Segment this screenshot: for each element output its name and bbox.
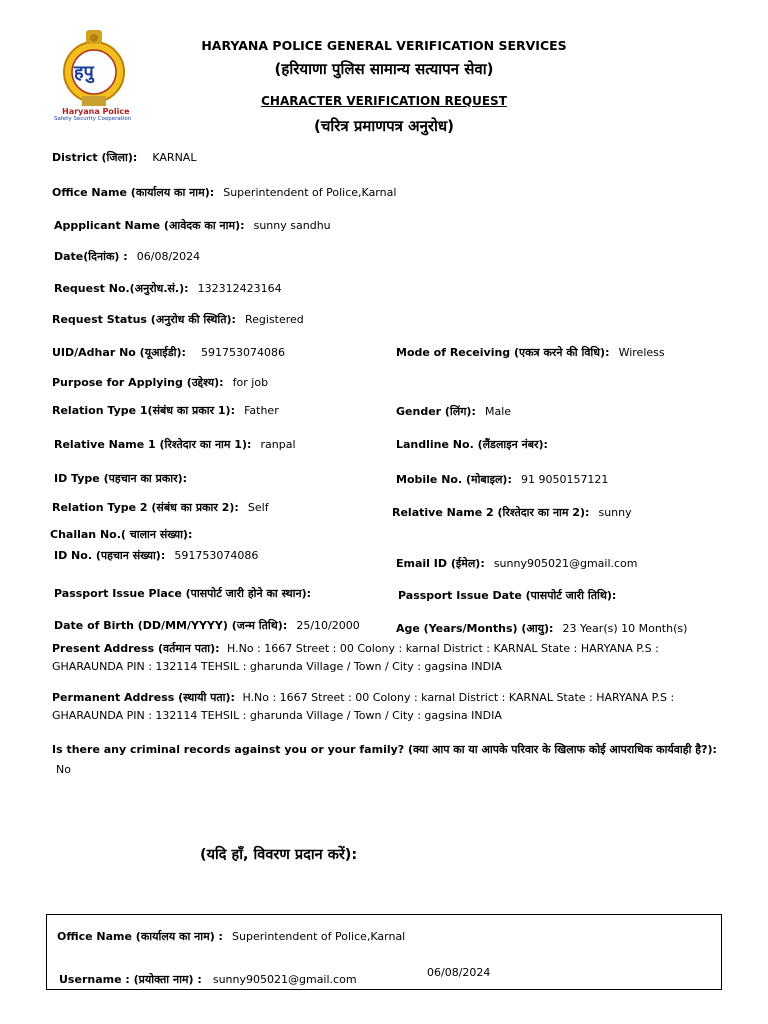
logo-monogram: हपु: [74, 62, 94, 83]
relative-name-2-value: sunny: [598, 506, 632, 519]
field-mode-receiving: [396, 341, 665, 360]
relative-name-1-label: Relative Name 1 (रिश्तेदार का नाम 1):: [54, 438, 252, 451]
footer-office-value: Superintendent of Police,Karnal: [232, 930, 406, 943]
dob-value: 25/10/2000: [296, 619, 360, 632]
logo-tagline: Safety Security Cooperation: [54, 116, 132, 122]
gender-value: Male: [484, 405, 512, 418]
purpose-label: Purpose for Applying (उद्देश्य):: [52, 376, 224, 389]
mode-receiving-label: Mode of Receiving (एकत्र करने की विधि):: [396, 346, 610, 359]
relation-type-1-value: Father: [244, 404, 279, 417]
field-passport-date: [398, 584, 620, 603]
applicant-name-label: Appplicant Name (आवेदक का नाम):: [54, 219, 245, 232]
field-mobile: [396, 468, 608, 487]
field-relative-name-1: [54, 433, 296, 452]
dob-label: Date of Birth (DD/MM/YYYY) (जन्म तिथि):: [54, 619, 288, 632]
footer-username: [59, 968, 357, 987]
field-challan: [50, 523, 196, 542]
page-subtitle: CHARACTER VERIFICATION REQUEST: [261, 94, 507, 108]
field-office-name: [52, 181, 396, 200]
age-label: Age (Years/Months) (आयु):: [396, 622, 554, 635]
permanent-address-value: H.No : 1667 Street : 00 Colony : karnal District : KARNAL State : HARYANA P.S : GHARAUNDA PIN : 132114 TEHSIL : gharunda Village / Town / City : gagsina INDIA: [52, 691, 675, 722]
relative-name-1-value: ranpal: [260, 438, 296, 451]
footer-office-label: Office Name (कार्यालय का नाम) :: [57, 930, 223, 943]
logo-text: Haryana Police: [62, 107, 130, 116]
field-dob: [54, 614, 360, 633]
office-name-label: Office Name (कार्यालय का नाम):: [52, 186, 215, 199]
field-uid: [52, 341, 285, 360]
id-no-label: ID No. (पहचान संख्या):: [54, 549, 166, 562]
uid-value: 591753074086: [200, 346, 285, 359]
criminal-records-value: No: [56, 763, 71, 776]
request-status-value: Registered: [244, 313, 304, 326]
field-relation-type-1: [52, 399, 279, 418]
email-value: sunny905021@gmail.com: [493, 557, 638, 570]
mode-receiving-value: Wireless: [618, 346, 665, 359]
district-value: KARNAL: [152, 151, 197, 164]
relative-name-2-label: Relative Name 2 (रिश्तेदार का नाम 2):: [392, 506, 590, 519]
uid-label: UID/Adhar No (यूआईडी):: [52, 346, 186, 359]
footer-box: [46, 914, 722, 990]
purpose-value: for job: [232, 376, 269, 389]
present-address-label: Present Address (वर्तमान पता):: [52, 642, 220, 655]
relation-type-2-value: Self: [247, 501, 269, 514]
footer-office: [57, 925, 405, 944]
request-no-label: Request No.(अनुरोध.सं.):: [54, 282, 189, 295]
page-title: HARYANA POLICE GENERAL VERIFICATION SERVICES: [201, 38, 567, 53]
relation-type-2-label: Relation Type 2 (संबंध का प्रकार 2):: [52, 501, 239, 514]
date-value: 06/08/2024: [136, 250, 201, 263]
request-status-label: Request Status (अनुरोध की स्थिति):: [52, 313, 236, 326]
field-passport-place: [54, 582, 315, 601]
field-district: [52, 146, 196, 165]
page-title-hindi: (हरियाणा पुलिस सामान्य सत्यापन सेवा): [274, 60, 494, 78]
passport-date-label: Passport Issue Date (पासपोर्ट जारी तिथि):: [398, 589, 617, 602]
field-relative-name-2: [392, 501, 632, 520]
criminal-records-label: Is there any criminal records against you or your family? (क्या आप का या आपके परिवार के खिलाफ कोई आपराधिक कार्यवाही है?):: [52, 743, 717, 756]
field-date: [54, 245, 200, 264]
present-address-value: H.No : 1667 Street : 00 Colony : karnal District : KARNAL State : HARYANA P.S : GHARAUNDA PIN : 132114 TEHSIL : gharunda Village / Town / City : gagsina INDIA: [52, 642, 659, 673]
passport-place-label: Passport Issue Place (पासपोर्ट जारी होने का स्थान):: [54, 587, 312, 600]
field-gender: [396, 400, 511, 419]
id-type-label: ID Type (पहचान का प्रकार):: [54, 472, 188, 485]
if-yes-details-heading: (यदि हाँ, विवरण प्रदान करें):: [200, 847, 358, 863]
email-label: Email ID (ईमेल):: [396, 557, 485, 570]
challan-label: Challan No.( चालान संख्या):: [50, 528, 193, 541]
mobile-label: Mobile No. (मोबाइल):: [396, 473, 512, 486]
applicant-name-value: sunny sandhu: [253, 219, 331, 232]
page-subtitle-hindi: (चरित्र प्रमाणपत्र अनुरोध): [313, 117, 455, 135]
permanent-address-label: Permanent Address (स्थायी पता):: [52, 691, 235, 704]
field-id-no: [54, 544, 258, 563]
office-name-value: Superintendent of Police,Karnal: [223, 186, 397, 199]
field-age: [396, 617, 687, 636]
relation-type-1-label: Relation Type 1(संबंध का प्रकार 1):: [52, 404, 235, 417]
footer-username-label: Username : (प्रयोक्ता नाम) :: [59, 973, 202, 986]
age-value: 23 Year(s) 10 Month(s): [562, 622, 688, 635]
id-no-value: 591753074086: [174, 549, 259, 562]
landline-label: Landline No. (लैंडलाइन नंबर):: [396, 438, 548, 451]
field-present-address: [52, 640, 732, 676]
field-criminal-records: [52, 740, 722, 780]
field-relation-type-2: [52, 496, 269, 515]
gender-label: Gender (लिंग):: [396, 405, 476, 418]
field-permanent-address: [52, 689, 732, 725]
district-label: District (जिला):: [52, 151, 138, 164]
field-request-status: [52, 308, 304, 327]
field-purpose: [52, 371, 268, 390]
mobile-value: 91 9050157121: [520, 473, 609, 486]
field-email: [396, 552, 638, 571]
date-label: Date(दिनांक) :: [54, 250, 128, 263]
field-id-type: [54, 467, 191, 486]
request-no-value: 132312423164: [197, 282, 282, 295]
field-landline: [396, 433, 552, 452]
footer-date: 06/08/2024: [427, 966, 491, 979]
footer-username-value: sunny905021@gmail.com: [212, 973, 357, 986]
field-applicant-name: [54, 214, 331, 233]
field-request-no: [54, 277, 282, 296]
